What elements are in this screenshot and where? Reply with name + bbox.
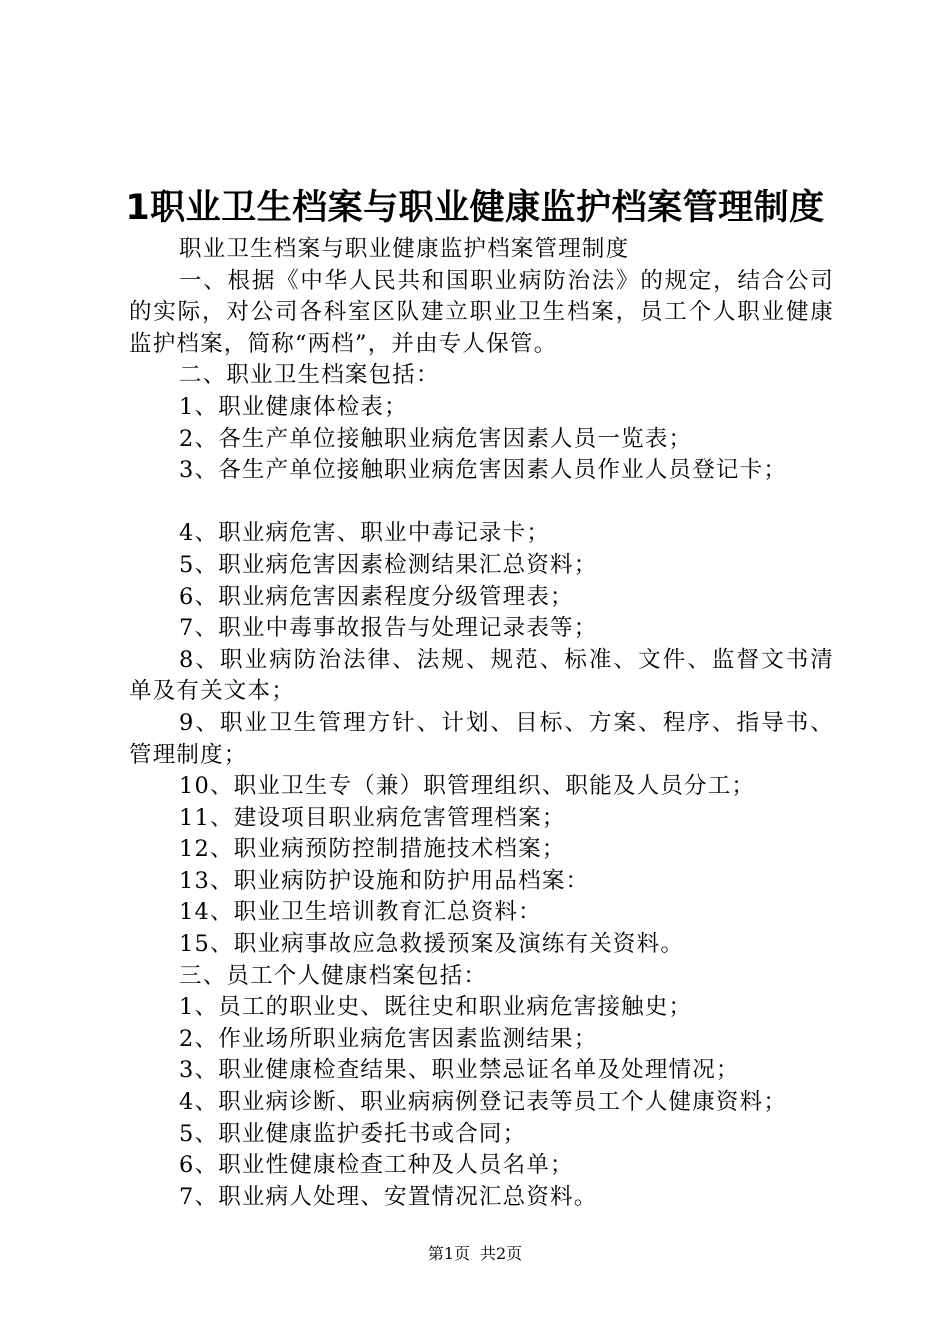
- list-item: 13、职业病防护设施和防护用品档案：: [179, 867, 590, 894]
- list-item: 7、职业中毒事故报告与处理记录表等；: [179, 615, 598, 642]
- paragraph-subtitle: 职业卫生档案与职业健康监护档案管理制度: [179, 236, 630, 262]
- list-item: 2、作业场所职业病危害因素监测结果；: [179, 1025, 598, 1052]
- list-item: 3、各生产单位接触职业病危害因素人员作业人员登记卡；: [179, 457, 788, 484]
- list-item: 12、职业病预防控制措施技术档案；: [179, 836, 566, 863]
- list-item: 6、职业病危害因素程度分级管理表；: [179, 583, 574, 610]
- section-heading-personal-files: 三、员工个人健康档案包括：: [179, 962, 488, 989]
- blank-line: [129, 487, 834, 519]
- list-item: 4、职业病诊断、职业病病例登记表等员工个人健康资料；: [179, 1089, 788, 1116]
- document-body: [129, 234, 834, 1213]
- list-item: 10、职业卫生专（兼）职管理组织、职能及人员分工；: [179, 773, 756, 800]
- list-item: 5、职业健康监护委托书或合同；: [179, 1120, 527, 1147]
- list-item: 6、职业性健康检查工种及人员名单；: [179, 1152, 574, 1179]
- list-item: 2、各生产单位接触职业病危害因素人员一览表；: [179, 425, 693, 452]
- page-footer: [0, 1242, 950, 1266]
- page-number: 第1页: [427, 1244, 470, 1263]
- section-heading-hygiene-files: 二、职业卫生档案包括：: [179, 362, 440, 389]
- list-item: 4、职业病危害、职业中毒记录卡；: [179, 520, 551, 547]
- list-item: 14、职业卫生培训教育汇总资料：: [179, 899, 542, 926]
- list-item: 9、职业卫生管理方针、计划、目标、方案、程序、指导书、管理制度；: [129, 709, 834, 768]
- paragraph-intro: 一、根据《中华人民共和国职业病防治法》的规定，结合公司的实际，对公司各科室区队建立职业卫生档案，员工个人职业健康监护档案，简称“两档”，并由专人保管。: [129, 267, 834, 357]
- list-item: 1、职业健康体检表；: [179, 393, 408, 420]
- list-item: 3、职业健康检查结果、职业禁忌证名单及处理情况；: [179, 1057, 740, 1084]
- list-item: 8、职业病防治法律、法规、规范、标准、文件、监督文书清单及有关文本；: [129, 646, 834, 705]
- document-title: 1职业卫生档案与职业健康监护档案管理制度: [125, 188, 825, 228]
- list-item: 5、职业病危害因素检测结果汇总资料；: [179, 551, 598, 578]
- list-item: 1、员工的职业史、既往史和职业病危害接触史；: [179, 994, 693, 1021]
- list-item: 11、建设项目职业病危害管理档案；: [179, 804, 566, 831]
- list-item: 15、职业病事故应急救援预案及演练有关资料。: [179, 931, 685, 958]
- page-total: 共2页: [480, 1244, 523, 1263]
- list-item: 7、职业病人处理、安置情况汇总资料。: [179, 1183, 598, 1210]
